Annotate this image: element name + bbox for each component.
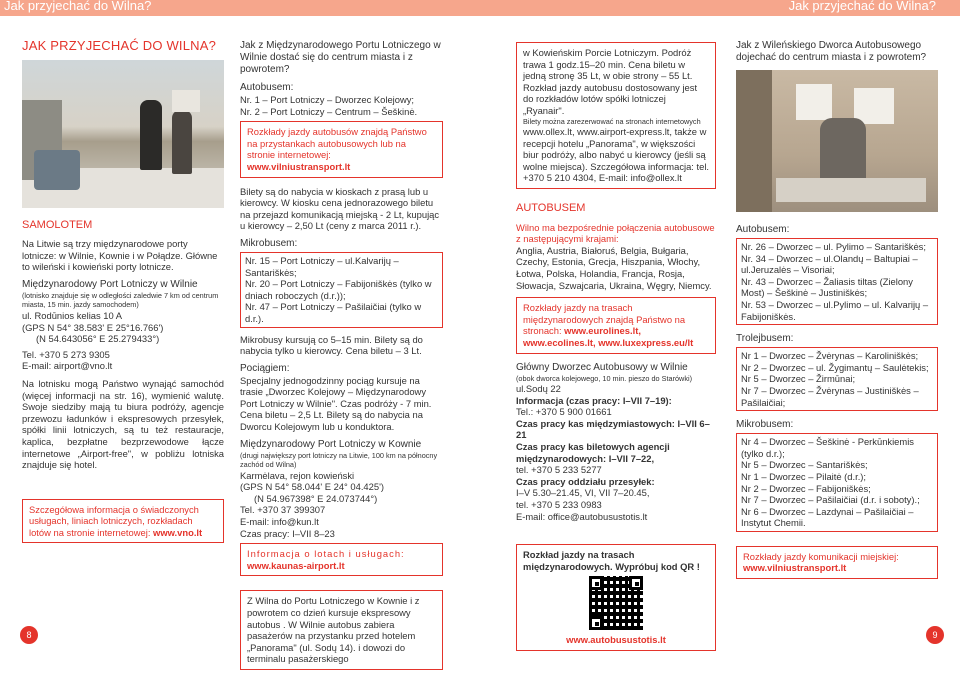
city-minibus-list-box <box>736 433 938 532</box>
intl-schedule-links[interactable]: www.eurolines.lt, www.ecolines.lt, www.luxexpress.eu/lt <box>523 325 694 348</box>
city-schedule-link[interactable]: www.vilniustransport.lt <box>743 562 847 574</box>
train-heading: Pociągiem: <box>240 362 290 374</box>
city-minibus-2: Nr 2 – Dworzec – Fabijoniškės; <box>741 482 871 494</box>
bus-route-1: Nr. 1 – Port Lotniczy – Dworzec Kolejowy; <box>240 94 415 105</box>
intl-schedule-box <box>516 297 716 353</box>
qr-box <box>516 544 716 651</box>
minibus-route-15: Nr. 15 – Port Lotniczy – ul.Kalvarijų – Santariškės; <box>245 254 399 278</box>
trolleybus-heading: Trolejbusem: <box>736 333 794 345</box>
bus-station-info: Informacja (czas pracy: I–VII 7–19): <box>516 394 672 406</box>
parcels-heading: Czas pracy oddziału przesyłek: <box>516 475 655 487</box>
bus-heading: Autobusem: <box>240 82 294 93</box>
header-right: Jak przyjechać do Wilna? <box>788 0 936 13</box>
trolleybus-list-box <box>736 347 938 411</box>
bus-station-transfer-title: Jak z Wileńskiego Dworca Autobusowego dojechać do centrum miasta i z powrotem? <box>736 40 927 63</box>
qr-caption: Rozkład jazdy na trasach międzynarodowych. Wypróbuj kod QR ! <box>523 549 700 572</box>
student-photo <box>736 70 938 212</box>
header-left: Jak przyjechać do Wilna? <box>4 0 152 13</box>
parcels-hours: I–V 5.30–21.45, VI, VII 7–20.45, <box>516 487 650 499</box>
bus-station-info-tel: Tel.: +370 5 900 01661 <box>516 406 612 418</box>
vilnius-airport-gps-decimal: (N 54.643056° E 25.279433°) <box>36 333 160 345</box>
parcels-email: E-mail: office@autobusustotis.lt <box>516 510 648 522</box>
kaunas-airport-tel: Tel. +370 37 399307 <box>240 504 326 516</box>
intl-ticket-hours: Czas pracy kas biletowych agencji międzynarodowych: I–VII 7–22, <box>516 441 670 464</box>
page-number-right: 9 <box>926 626 944 644</box>
city-bus-26: Nr. 26 – Dworzec – ul. Pylimo – Santariškės; <box>741 241 926 252</box>
page-number-left: 8 <box>20 626 38 644</box>
city-bus-34: Nr. 34 – Dworzec – ul.Olandų – Baltupiai – ul.Jeruzalės – Visoriai; <box>741 252 918 276</box>
trolleybus-5: Nr 5 – Dworzec – Žirmūnai; <box>741 373 856 385</box>
express-bus-booking: Bilety można zarezerwować na stronach internetowych <box>523 116 701 126</box>
vilnius-airport-address: ul. Rodūnios kelias 10 A <box>22 309 123 321</box>
minibus-note: Mikrobusy kursują co 5–15 min. Bilety są do nabycia tylko u kierowcy. Cena biletu – 3 Lt. <box>240 333 423 357</box>
bus-countries-intro: Wilno ma bezpośrednie połączenia autobusowe z następującymi krajami: <box>516 221 715 245</box>
city-minibus-5: Nr 5 – Dworzec – Santariškės; <box>741 459 868 471</box>
kaunas-airport-note: (drugi największy port lotniczy na Litwie, 100 km na północny zachód od Wilna) <box>240 450 438 470</box>
header-bar <box>0 0 960 16</box>
bus-schedule-box <box>240 121 443 177</box>
trolleybus-2: Nr 2 – Dworzec – ul. Žygimantų – Saulėtekis; <box>741 361 929 373</box>
bus-station-title: Główny Dworzec Autobusowy w Wilnie <box>516 361 688 373</box>
minibus-list-box <box>240 252 443 328</box>
express-bus-text: Z Wilna do Portu Lotniczego w Kownie i z powrotem co dzień kursuje ekspresowy autobus . W Wilnie autobus zabiera pasażerów na przystanku przed hotelem „Panorama" (ul. Sodų 14). i dowozi do terminalu pasażerskiego <box>247 595 420 665</box>
city-bus-43: Nr. 43 – Dworzec – Žaliasis tiltas (Zielony Most) – Šeškinė – Justiniškės; <box>741 275 913 299</box>
trolleybus-1: Nr 1 – Dworzec – Žvėrynas – Karoliniškės; <box>741 350 919 362</box>
express-bus-continued-box <box>516 42 716 189</box>
express-bus-details: w Kowieńskim Porcie Lotniczym. Podróż trawa 1 godz.15–20 min. Cena biletu w jedną stronę 35 Lt, w obie strony – 55 Lt. Rozkład jazdy autobusu dostosowany jest do rozkładów lotów spółki lotniczej „Ryanair". <box>523 47 698 116</box>
city-schedule-text: Rozkłady jazdy komunikacji miejskiej: <box>743 550 899 562</box>
bus-countries-list: Anglia, Austria, Białoruś, Belgia, Bułgaria, Czechy, Estonia, Grecja, Hiszpania, Włochy, Łotwa, Polska, Holandia, Francja, Rosja, Słowacja, Szwajcaria, Ukraina, Węgry, Niemcy. <box>516 244 712 291</box>
city-minibus-1: Nr 1 – Dworzec – Pilaitė (d.r.); <box>741 470 867 482</box>
section-autobusem: AUTOBUSEM <box>516 202 586 215</box>
minibus-heading: Mikrobusem: <box>240 237 298 249</box>
air-intro: Na Litwie są trzy międzynarodowe porty lotnicze: w Wilnie, Kownie i w Połądze. Główne to wileński i kowieński porty lotnicze. <box>22 238 218 273</box>
minibus-route-20: Nr. 20 – Port Lotniczy – Fabijoniškės (tylko w dniach roboczych (d.r.)); <box>245 278 432 301</box>
travelers-photo <box>22 60 224 208</box>
vilnius-airport-tel: Tel. +370 5 273 9305 <box>22 348 110 360</box>
bus-station-note: (obok dworca kolejowego, 10 min. pieszo do Starówki) <box>516 373 693 383</box>
column-3 <box>516 42 716 659</box>
city-bus-53: Nr. 53 – Dworzec – ul.Pylimo – ul. Kalvarijų – Fabijoniškės. <box>741 298 929 322</box>
column-2 <box>240 40 443 678</box>
bus-station-address: ul.Sodų 22 <box>516 383 561 395</box>
city-minibus-7: Nr 7 – Dworzec – Pašilaičiai (d.r. i soboty).; <box>741 494 920 506</box>
page-title: JAK PRZYJECHAĆ DO WILNA? <box>22 38 217 53</box>
qr-code-icon[interactable] <box>589 576 643 630</box>
column-1 <box>22 40 224 551</box>
kaunas-airport-gps: (GPS N 54° 58.044' E 24° 04.425') <box>240 481 384 493</box>
vilnius-airport-email: E-mail: airport@vno.lt <box>22 360 113 372</box>
column-4 <box>736 40 938 587</box>
ticket-info: Bilety są do nabycia w kioskach z prasą lub u kierowcy. W kiosku cena jednorazowego biletu na przejazd komunikacją miejską - 2 Lt, kupując u kierowcy – 2,50 Lt (ceny z marca 2011 r.). <box>240 185 440 232</box>
intl-schedule-text: Rozkłady jazdy na trasach międzynarodowych znajdą Państwo na stronach: <box>523 302 686 337</box>
kaunas-airport-gps-decimal: (N 54.967398° E 24.073744°) <box>254 492 378 504</box>
vilniustransport-link[interactable]: www.vilniustransport.lt <box>247 160 351 172</box>
kaunas-airport-title: Międzynarodowy Port Lotniczy w Kownie <box>240 438 422 450</box>
airport-info-text: Szczegółowa informacja o świadczonych usługach, liniach lotniczych, rozkładach lotów na stronie internetowej: <box>29 503 199 538</box>
city-bus-heading: Autobusem: <box>736 224 790 235</box>
kaunas-info-box <box>240 543 443 576</box>
minibus-route-47: Nr. 47 – Port Lotniczy – Pašilaičiai (tylko w d.r.). <box>245 301 422 324</box>
kaunas-airport-address: Karmėlava, rejon kowieński <box>240 469 355 481</box>
city-minibus-6: Nr 6 – Dworzec – Lazdynai – Pašilaičiai – Instytut Chemii. <box>741 505 914 529</box>
city-minibus-4: Nr 4 – Dworzec – Šeškinė - Perkūnkiemis (tylko d.r.); <box>741 436 914 459</box>
city-schedule-box <box>736 546 938 579</box>
kaunas-airport-link[interactable]: www.kaunas-airport.lt <box>247 559 345 571</box>
bus-route-2: Nr. 2 – Port Lotniczy – Centrum – Šeškinė. <box>240 105 418 117</box>
train-info: Specjalny jednogodzinny pociąg kursuje na trasie „Dworzec Kolejowy – Międzynarodowy Port Lotniczy w Wilnie". Czas podróży - 7 min. Cena biletu – 2,5 Lt. Bilety są do nabycia na Dworcu Kolejowym lub u konduktora. <box>240 374 432 433</box>
kaunas-airport-hours: Czas pracy: I–VII 8–23 <box>240 527 335 539</box>
kaunas-airport-email: E-mail: info@kun.lt <box>240 516 319 528</box>
express-bus-box <box>240 590 443 670</box>
intercity-hours: Czas pracy kas międzymiastowych: I–VII 6–21 <box>516 417 710 441</box>
city-minibus-heading: Mikrobusem: <box>736 419 794 431</box>
airport-transfer-title: Jak z Międzynarodowego Portu Lotniczego w Wilnie dostać się do centrum miasta i z powrotem? <box>240 40 441 75</box>
vilnius-airport-title: Międzynarodowy Port Lotniczy w Wilnie <box>22 278 198 290</box>
airport-services: Na lotnisku mogą Państwo wynająć samochód (więcej informacji na str. 16), wymienić walutę. Swoje siedziby mają tu biura podróży, agencje przewozu ładunków i ekspresowych przesyłek, spółki linii lotniczych, są tu też restauracje, kaplica, bezpłatne bezprzewodowe łącze internetowe „Airport-free", w pobliżu lotniska znajduje się hotel. <box>22 377 224 471</box>
express-bus-contact: www.ollex.lt, www.airport-express.lt, także w recepcji hotelu „Panorama", w większości biur podróży, albo nabyć u kierowcy (jeśli są wolne miejsca). Szczegółowa informacja: tel. +370 5 210 4304, E-mail: info@ollex.lt <box>523 126 710 184</box>
airport-info-box <box>22 499 224 544</box>
parcels-tel: tel. +370 5 233 0983 <box>516 499 602 510</box>
section-samolotem: SAMOLOTEM <box>22 218 93 231</box>
bus-station-link[interactable]: www.autobusustotis.lt <box>566 634 666 646</box>
kaunas-info-text: Informacja o lotach i usługach: <box>247 548 405 560</box>
city-bus-list-box <box>736 238 938 325</box>
bus-schedule-text: Rozkłady jazdy autobusów znajdą Państwo na przystankach autobusowych lub na stronie internetowej: <box>247 126 427 161</box>
vilnius-airport-note: (lotnisko znajduje się w odległości zaledwie 7 km od centrum miasta, 15 min. jazdy samochodem) <box>22 290 219 310</box>
intl-ticket-tel: tel. +370 5 233 5277 <box>516 464 602 476</box>
vilnius-airport-gps: (GPS N 54° 38.583' E 25°16.766') <box>22 321 164 333</box>
trolleybus-7: Nr 7 – Dworzec – Žvėrynas – Justiniškės – Pašilaičiai; <box>741 384 919 408</box>
vno-link[interactable]: www.vno.lt <box>153 526 203 538</box>
